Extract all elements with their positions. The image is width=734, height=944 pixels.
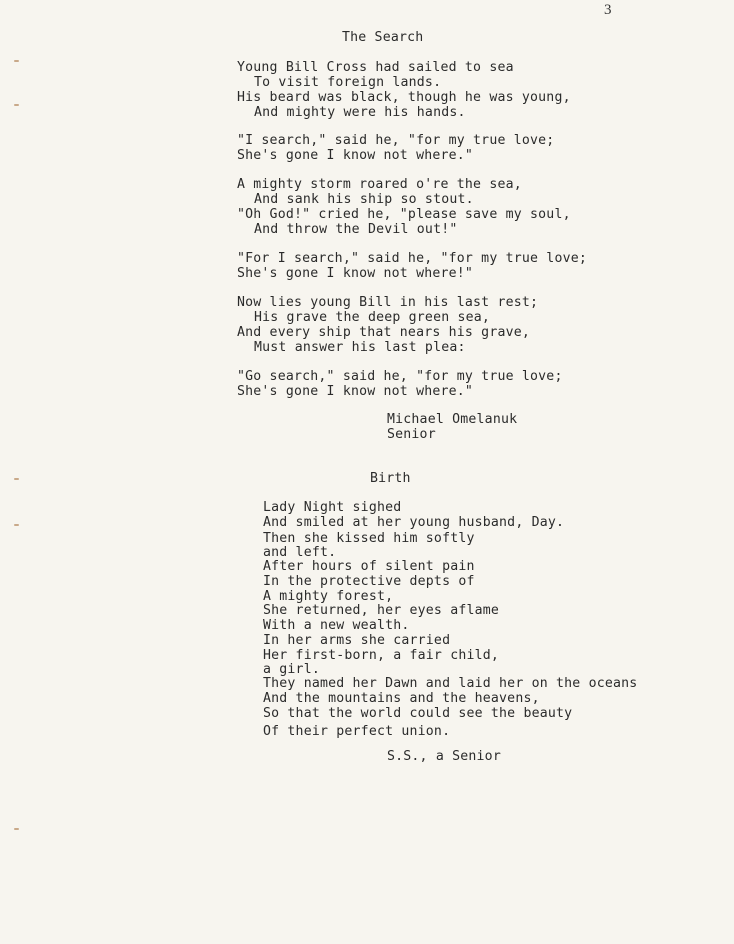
author-name: Michael Omelanuk [387, 412, 518, 427]
margin-speck [14, 60, 19, 62]
poem-line: She's gone I know not where." [237, 384, 474, 399]
margin-speck [14, 524, 19, 526]
author-role: Senior [387, 427, 436, 442]
poem-line: She's gone I know not where." [237, 148, 474, 163]
poem-line: A mighty forest, [263, 589, 394, 604]
margin-speck [14, 828, 19, 830]
poem-line: And mighty were his hands. [254, 105, 466, 120]
poem-line: and left. [263, 545, 337, 560]
poem-line: With a new wealth. [263, 618, 410, 633]
poem-line: "Oh God!" cried he, "please save my soul, [237, 207, 571, 222]
poem-line: "For I search," said he, "for my true love; [237, 251, 588, 266]
poem-line: She's gone I know not where!" [237, 266, 474, 281]
poem-line: And throw the Devil out!" [254, 222, 458, 237]
poem-line: Lady Night sighed [263, 500, 402, 515]
poem-line: Then she kissed him softly [263, 531, 475, 546]
author-name: S.S., a Senior [387, 749, 501, 764]
poem-line: Of their perfect union. [263, 724, 451, 739]
poem-line: His grave the deep green sea, [254, 310, 491, 325]
poem-line: "Go search," said he, "for my true love; [237, 369, 563, 384]
poem-line: In the protective depts of [263, 574, 475, 589]
poem-line: They named her Dawn and laid her on the oceans [263, 676, 638, 691]
poem-line: Now lies young Bill in his last rest; [237, 295, 539, 310]
poem-line: So that the world could see the beauty [263, 706, 573, 721]
poem-line: Her first-born, a fair child, [263, 648, 500, 663]
poem-line: And smiled at her young husband, Day. [263, 515, 565, 530]
poem-title: The Search [342, 30, 424, 45]
poem-line: Young Bill Cross had sailed to sea [237, 60, 514, 75]
poem-line: A mighty storm roared o're the sea, [237, 177, 522, 192]
poem-line: And the mountains and the heavens, [263, 691, 540, 706]
poem-title: Birth [370, 471, 411, 486]
poem-line: After hours of silent pain [263, 559, 475, 574]
poem-line: His beard was black, though he was young, [237, 90, 571, 105]
margin-speck [14, 104, 19, 106]
poem-line: And every ship that nears his grave, [237, 325, 531, 340]
page-number: 3 [604, 2, 612, 18]
margin-speck [14, 478, 19, 480]
poem-line: "I search," said he, "for my true love; [237, 133, 555, 148]
poem-line: Must answer his last plea: [254, 340, 466, 355]
poem-line: In her arms she carried [263, 633, 451, 648]
poem-line: To visit foreign lands. [254, 75, 442, 90]
poem-line: She returned, her eyes aflame [263, 603, 500, 618]
poem-line: And sank his ship so stout. [254, 192, 474, 207]
poem-line: a girl. [263, 662, 320, 677]
